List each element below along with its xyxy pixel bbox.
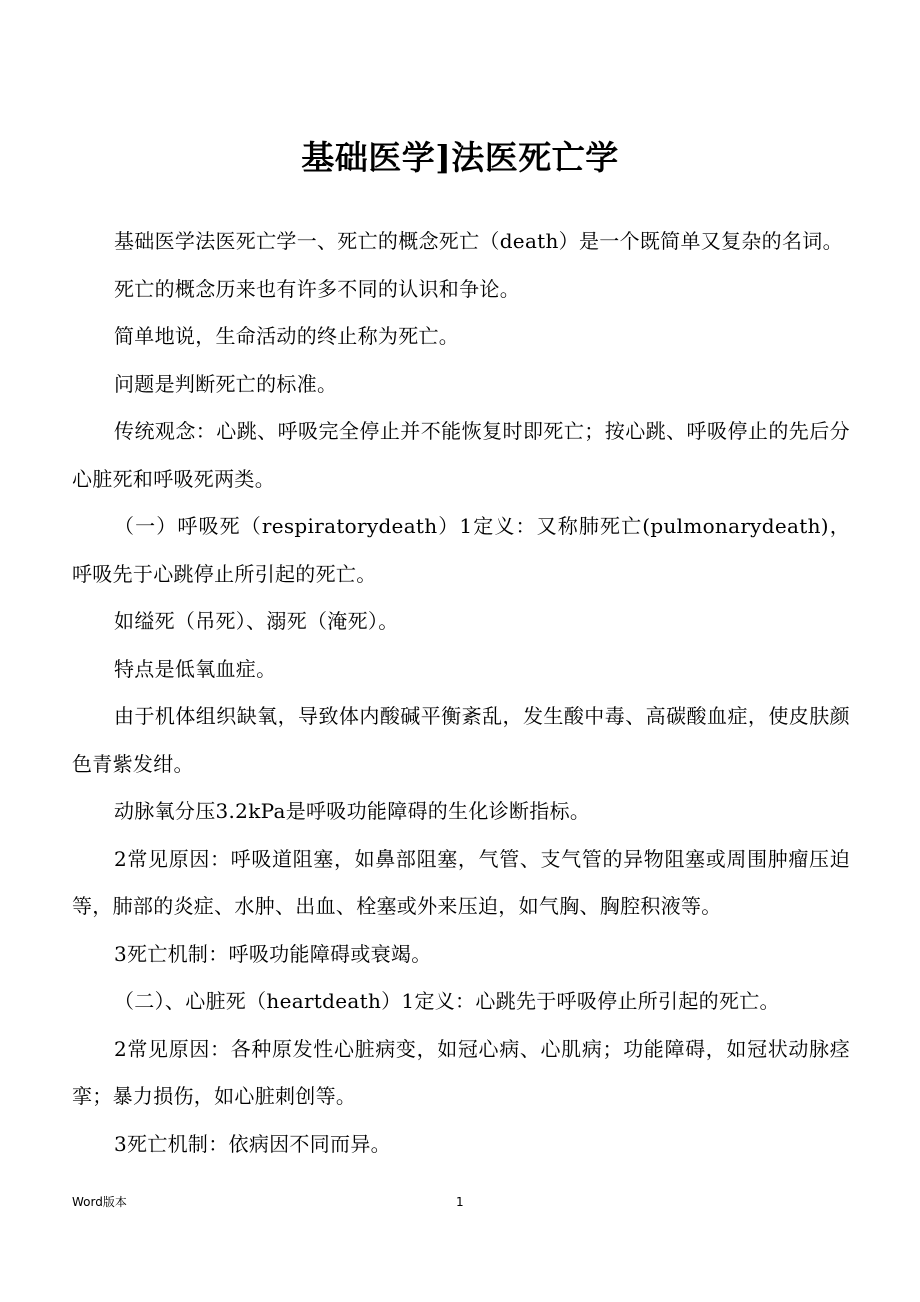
paragraph-12: 3死亡机制：呼吸功能障碍或衰竭。: [114, 941, 432, 966]
paragraph-15: 3死亡机制：依病因不同而异。: [114, 1131, 391, 1156]
paragraph-5: 传统观念：心跳、呼吸完全停止并不能恢复时即死亡；按心跳、呼吸停止的先后分心脏死和呼吸死两类。: [72, 419, 850, 491]
paragraph-8: 特点是低氧血症。: [114, 656, 277, 681]
footer-version-label: Word版本: [72, 1195, 127, 1209]
paragraph-13: （二）、心脏死（heartdeath）1定义：心跳先于呼吸停止所引起的死亡。: [114, 989, 780, 1013]
paragraph-10: 动脉氧分压3.2kPa是呼吸功能障碍的生化诊断指标。: [114, 799, 591, 823]
document-body: [72, 218, 850, 1168]
paragraph-4: 问题是判断死亡的标准。: [114, 371, 338, 396]
footer-page-number: 1: [456, 1195, 464, 1209]
paragraph-14: 2常见原因：各种原发性心脏病变，如冠心病、心肌病；功能障碍，如冠状动脉痉挛；暴力损伤，如心脏刺创等。: [72, 1036, 850, 1108]
page-title: 基础医学]法医死亡学: [301, 138, 619, 177]
paragraph-11: 2常见原因：呼吸道阻塞，如鼻部阻塞，气管、支气管的异物阻塞或周围肿瘤压迫等，肺部的炎症、水肿、出血、栓塞或外来压迫，如气胸、胸腔积液等。: [72, 846, 850, 918]
paragraph-1: 基础医学法医死亡学一、死亡的概念死亡（death）是一个既简单又复杂的名词。: [114, 229, 843, 253]
paragraph-9: 由于机体组织缺氧，导致体内酸碱平衡紊乱，发生酸中毒、高碳酸血症，使皮肤颜色青紫发绀。: [72, 704, 850, 776]
paragraph-2: 死亡的概念历来也有许多不同的认识和争论。: [114, 276, 520, 301]
paragraph-7: 如缢死（吊死）、溺死（淹死）。: [114, 609, 399, 633]
paragraph-6: （一）呼吸死（respiratorydeath）1定义：又称肺死亡(pulmonarydeath)，呼吸先于心跳停止所引起的死亡。: [72, 514, 850, 586]
paragraph-3: 简单地说，生命活动的终止称为死亡。: [114, 324, 460, 348]
